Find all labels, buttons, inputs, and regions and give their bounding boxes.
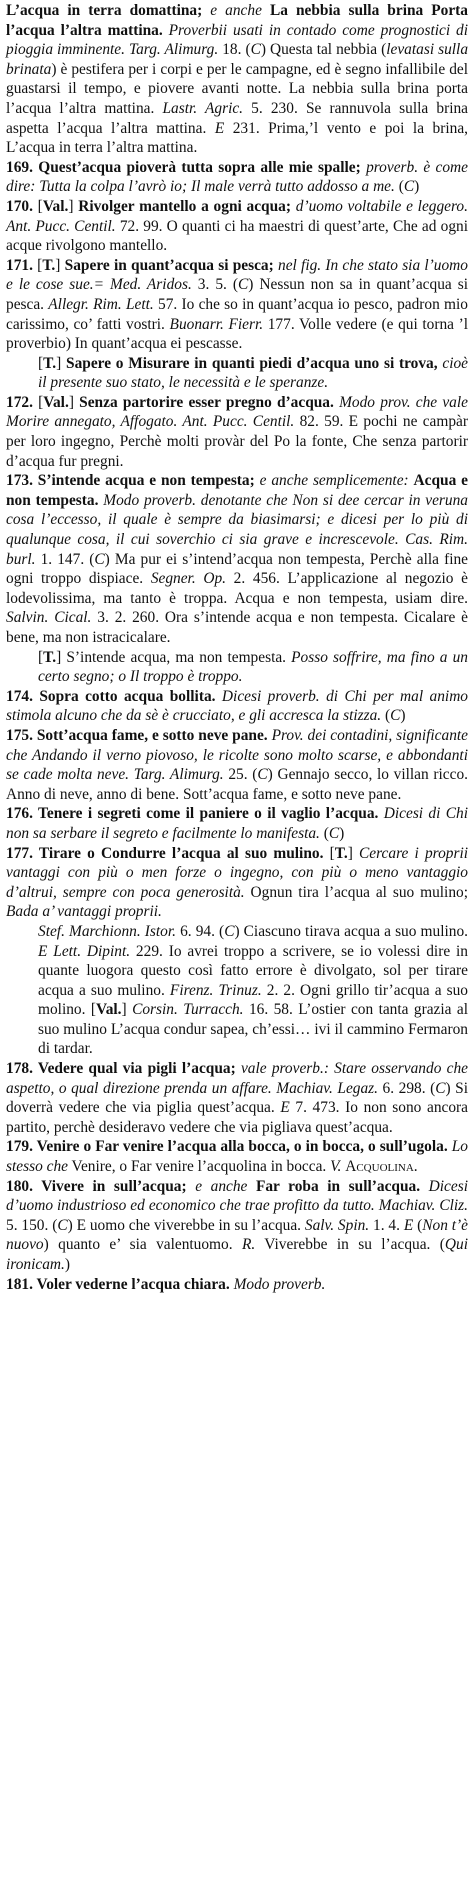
entry-178: 178. Vedere qual via pigli l’acqua; vale proverb.: Stare osservando che aspetto, o qual direzione prenda un affare. Machiav. Legaz. 6. 298. (C) Si doverrà vedere che via piglia quest’acqua. E 7. 473. Io non sono ancora partito, perchè desideravo vedere che via pigliava quest’acqua. [6, 1060, 468, 1136]
entry-171-subsense: [T.] Sapere o Misurare in quanti piedi d’acqua uno si trova, cioè il presente suo stato, le necessità e le speranze. [38, 354, 468, 392]
entry-177: 177. Tirare o Condurre l’acqua al suo mulino. [T.] Cercare i proprii vantaggi con più o men forze o ingegno, con più o meno vantaggio d’altrui, sempre con poca generosità. Ognun tira l’acqua al suo mulino; Bada a’ vantaggi proprii. [6, 844, 469, 921]
entry-170: 170. [Val.] Rivolger mantello a ogni acqua; d’uomo voltabile e leggero. Ant. Pucc. Centil. 72. 99. O quanti ci ha maestri di quest’arte, Che ad ogni acque rivolgono mantello. [6, 197, 468, 255]
entry-169: 169. Quest’acqua pioverà tutta sopra alle mie spalle; proverb. è come dire: Tutta la colpa l’avrò io; Il male verrà tutto addosso a me. (C) [6, 158, 468, 196]
entry-177-citations: Stef. Marchionn. Istor. 6. 94. (C) Ciascuno tirava acqua a suo mulino. E Lett. Dipint. 229. Io avrei troppo a scrivere, se io volessi dire in quante luogora questo così fatto errore è divolgato, sol per tirare acqua a suo mulino. Firenz. Trinuz. 2. 2. Ogni grillo tir’acqua a suo molino. [Val.] Corsin. Turracch. 16. 58. L’ostier con tanta grazia al suo mulino L’acqua condur sapea, ch’essi… ivi il cammino Fermaron di tardar. [38, 922, 468, 1058]
entry-173: 173. S’intende acqua e non tempesta; e anche semplicemente: Acqua e non tempesta. Modo proverb. denotante che Non si dee cercar in veruna cosa l’eccesso, il quale è sempre da biasimarsi; e dicesi per lo più di qualunque cosa, il cui soverchio ci sia grave e increscevole. Cas. Rim. burl. 1. 147. (C) Ma pur ei s’intend’acqua non tempesta, Perchè alla fine ogni troppo dispiace. Segner. Op. 2. 456. L’applicazione al negozio è lodevolissima, ma tanto è troppa. Acqua e non tempesta, usiam dire. Salvin. Cical. 3. 2. 260. Ora s’intende acqua e non tempesta. Cicalare è bene, ma non istracicalare. [6, 472, 469, 646]
entry-171: 171. [T.] Sapere in quant’acqua si pesca; nel fig. In che stato sia l’uomo e le cose sue.= Med. Aridos. 3. 5. (C) Nessun non sa in quant’acqua si pesca. Allegr. Rim. Lett. 57. Io che so in quant’acqua io pesco, padron mio carissimo, co’ fatti vostri. Buonarr. Fierr. 177. Volle vedere (e qui torna ’l proverbio) In quant’acqua ei pescasse. [6, 256, 469, 353]
entry-180: 180. Vivere in sull’acqua; e anche Far roba in sull’acqua. Dicesi d’uomo industrioso ed economico che trae profitto da tutto. Machiav. Cliz. 5. 150. (C) E uomo che viverebbe in su l’acqua. Salv. Spin. 1. 4. E (Non t’è nuovo) quanto e’ sia valentuomo. R. Viverebbe in su l’acqua. (Qui ironicam.) [6, 1177, 468, 1273]
entry-173-subsense: [T.] S’intende acqua, ma non tempesta. Posso soffrire, ma fino a un certo segno; o Il troppo è troppo. [38, 648, 468, 686]
entry-176: 176. Tenere i segreti come il paniere o il vaglio l’acqua. Dicesi di Chi non sa serbare il segreto e facilmente lo manifesta. (C) [6, 805, 468, 842]
entry-175: 175. Sott’acqua fame, e sotto neve pane. Prov. dei contadini, significante che Andando il verno piovoso, le ricolte sono molto scarse, e abbondanti se cade molta neve. Targ. Alimurg. 25. (C) Gennajo secco, lo villan ricco. Anno di neve, anno di bene. Sott’acqua fame, e sotto neve pane. [6, 726, 468, 803]
entry-172: 172. [Val.] Senza partorire esser pregno d’acqua. Modo prov. che vale Morire annegato, Affogato. Ant. Pucc. Centil. 82. 59. E pochi ne campàr per loro ingegno, Perchè molti provàr del Po la fonte, Che senza partorir d’acqua fur pregni. [6, 393, 468, 470]
entry-181: 181. Voler vederne l’acqua chiara. Modo proverb. [6, 1275, 326, 1293]
entry-168-continued: L’acqua in terra domattina; e anche La nebbia sulla brina Porta l’acqua l’altra mattina. Proverbii usati in contado come prognostici di pioggia imminente. Targ. Alimurg. 18. (C) Questa tal nebbia (levatasi sulla brinata) è pestifera per i corpi e per le campagne, ed è segno infallibile del guastarsi il tempo, e piovere avanti notte. La nebbia sulla brina porta l’acqua l’altra mattina. Lastr. Agric. 5. 230. Se rannuvola sulla brina aspetta l’acqua l’altra mattina. E 231. Prima,’l vento e poi la brina, L’acqua in terra l’altra mattina. [6, 2, 469, 157]
entry-174: 174. Sopra cotto acqua bollita. Dicesi proverb. di Chi per mal animo stimola alcuno che da sè è crucciato, e gli accresca la stizza. (C) [6, 687, 468, 725]
entry-179: 179. Venire o Far venire l’acqua alla bocca, o in bocca, o sull’ugola. Lo stesso che Venire, o Far venire l’acquolina in bocca. V. Acquolina. [6, 1138, 468, 1176]
